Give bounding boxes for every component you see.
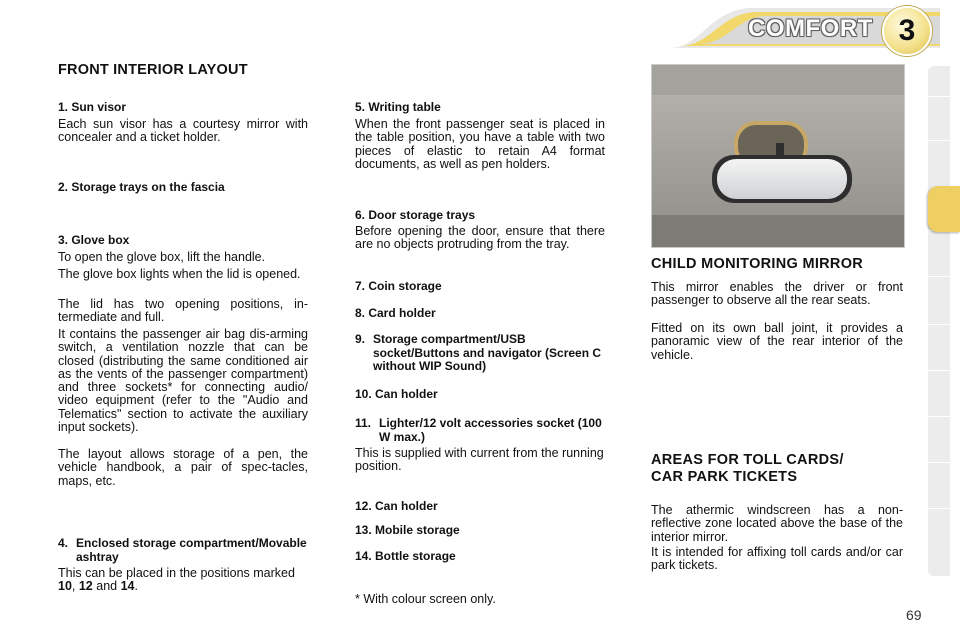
footnote: * With colour screen only.	[355, 592, 496, 606]
item-5-text: When the front passenger seat is placed in the table position, you have a table with two pieces of elastic to retain A4 format documents, as well as pen holders.	[355, 117, 605, 171]
item-7-title: 7. Coin storage	[355, 279, 442, 293]
item-4-ref-14: 14	[120, 579, 135, 594]
item-3-para-5: The layout allows storage of a pen, the vehicle handbook, a pair of spec-tacles, maps, etc.	[58, 447, 308, 488]
item-3-para-4: It contains the passenger air bag dis-arming switch, a ventilation nozzle that can be closed (distributing the same conditioned air as the vents of the passenger compartment) and three sockets* for connecting audio/ video equipment (refer to the "Audio and Telematics" section to activate the auxiliary input sockets).	[58, 327, 308, 435]
item-4-number: 4.	[58, 536, 69, 550]
item-13-title: 13. Mobile storage	[355, 523, 460, 537]
mirror-para-2: Fitted on its own ball joint, it provides a panoramic view of the rear interior of the vehicle.	[651, 321, 903, 362]
item-12-title: 12. Can holder	[355, 499, 438, 513]
item-4-ref-10: 10	[58, 579, 72, 594]
item-1-title: 1. Sun visor	[58, 100, 127, 114]
item-4-text	[58, 567, 308, 594]
item-10-title: 10. Can holder	[355, 387, 438, 401]
item-3-title: 3. Glove box	[58, 233, 130, 247]
chapter-edge-tabs	[928, 66, 950, 576]
item-14-title: 14. Bottle storage	[355, 549, 456, 563]
item-4-ref-12: 12	[78, 579, 93, 594]
page-title: FRONT INTERIOR LAYOUT	[58, 62, 248, 78]
item-3-para-1: To open the glove box, lift the handle.	[58, 250, 266, 264]
item-4-title	[58, 537, 308, 564]
toll-para-1: The athermic windscreen has a non-reflective zone located above the base of the interior mirror.	[651, 503, 903, 544]
toll-para-2: It is intended for affixing toll cards and/or car park tickets.	[651, 545, 903, 573]
chapter-number-badge: 3	[882, 6, 932, 56]
item-9-label: Storage compartment/USB socket/Buttons and navigator (Screen C without WIP Sound)	[373, 332, 602, 373]
item-11-label: Lighter/12 volt accessories socket (100 W max.)	[379, 416, 602, 444]
item-3-para-2: The glove box lights when the lid is opened.	[58, 267, 301, 281]
item-6-text: Before opening the door, ensure that there are no objects protruding from the tray.	[355, 224, 605, 252]
item-4-sep-2: and	[92, 579, 121, 594]
item-11-number: 11.	[355, 416, 372, 430]
item-11-title	[355, 417, 605, 444]
item-9-title	[355, 333, 605, 374]
mirror-photo	[651, 64, 905, 248]
item-8-title: 8. Card holder	[355, 306, 436, 320]
item-4-text-a: This can be placed in the positions marked	[58, 566, 295, 580]
toll-section-title	[651, 452, 844, 486]
mirror-para-1: This mirror enables the driver or front passenger to observe all the rear seats.	[651, 280, 903, 308]
item-4-end: .	[134, 579, 138, 594]
item-2-title: 2. Storage trays on the fascia	[58, 180, 225, 194]
mirror-section-title: CHILD MONITORING MIRROR	[651, 256, 864, 272]
page-number: 69	[906, 607, 922, 623]
item-9-number: 9.	[355, 332, 366, 346]
toll-title-line-2: CAR PARK TICKETS	[651, 469, 798, 485]
active-chapter-tab[interactable]	[928, 186, 960, 232]
item-4-label: Enclosed storage compartment/Movable ashtray	[76, 536, 307, 564]
item-1-text: Each sun visor has a courtesy mirror with concealer and a ticket holder.	[58, 117, 308, 145]
item-11-text: This is supplied with current from the running position.	[355, 446, 604, 474]
toll-title-line-1: AREAS FOR TOLL CARDS/	[651, 452, 844, 468]
item-4-sep-1: ,	[71, 579, 79, 594]
item-3-para-3: The lid has two opening positions, in-termediate and full.	[58, 297, 308, 325]
chapter-title: COMFORT	[748, 15, 873, 42]
item-6-title: 6. Door storage trays	[355, 208, 476, 222]
item-5-title: 5. Writing table	[355, 100, 441, 114]
